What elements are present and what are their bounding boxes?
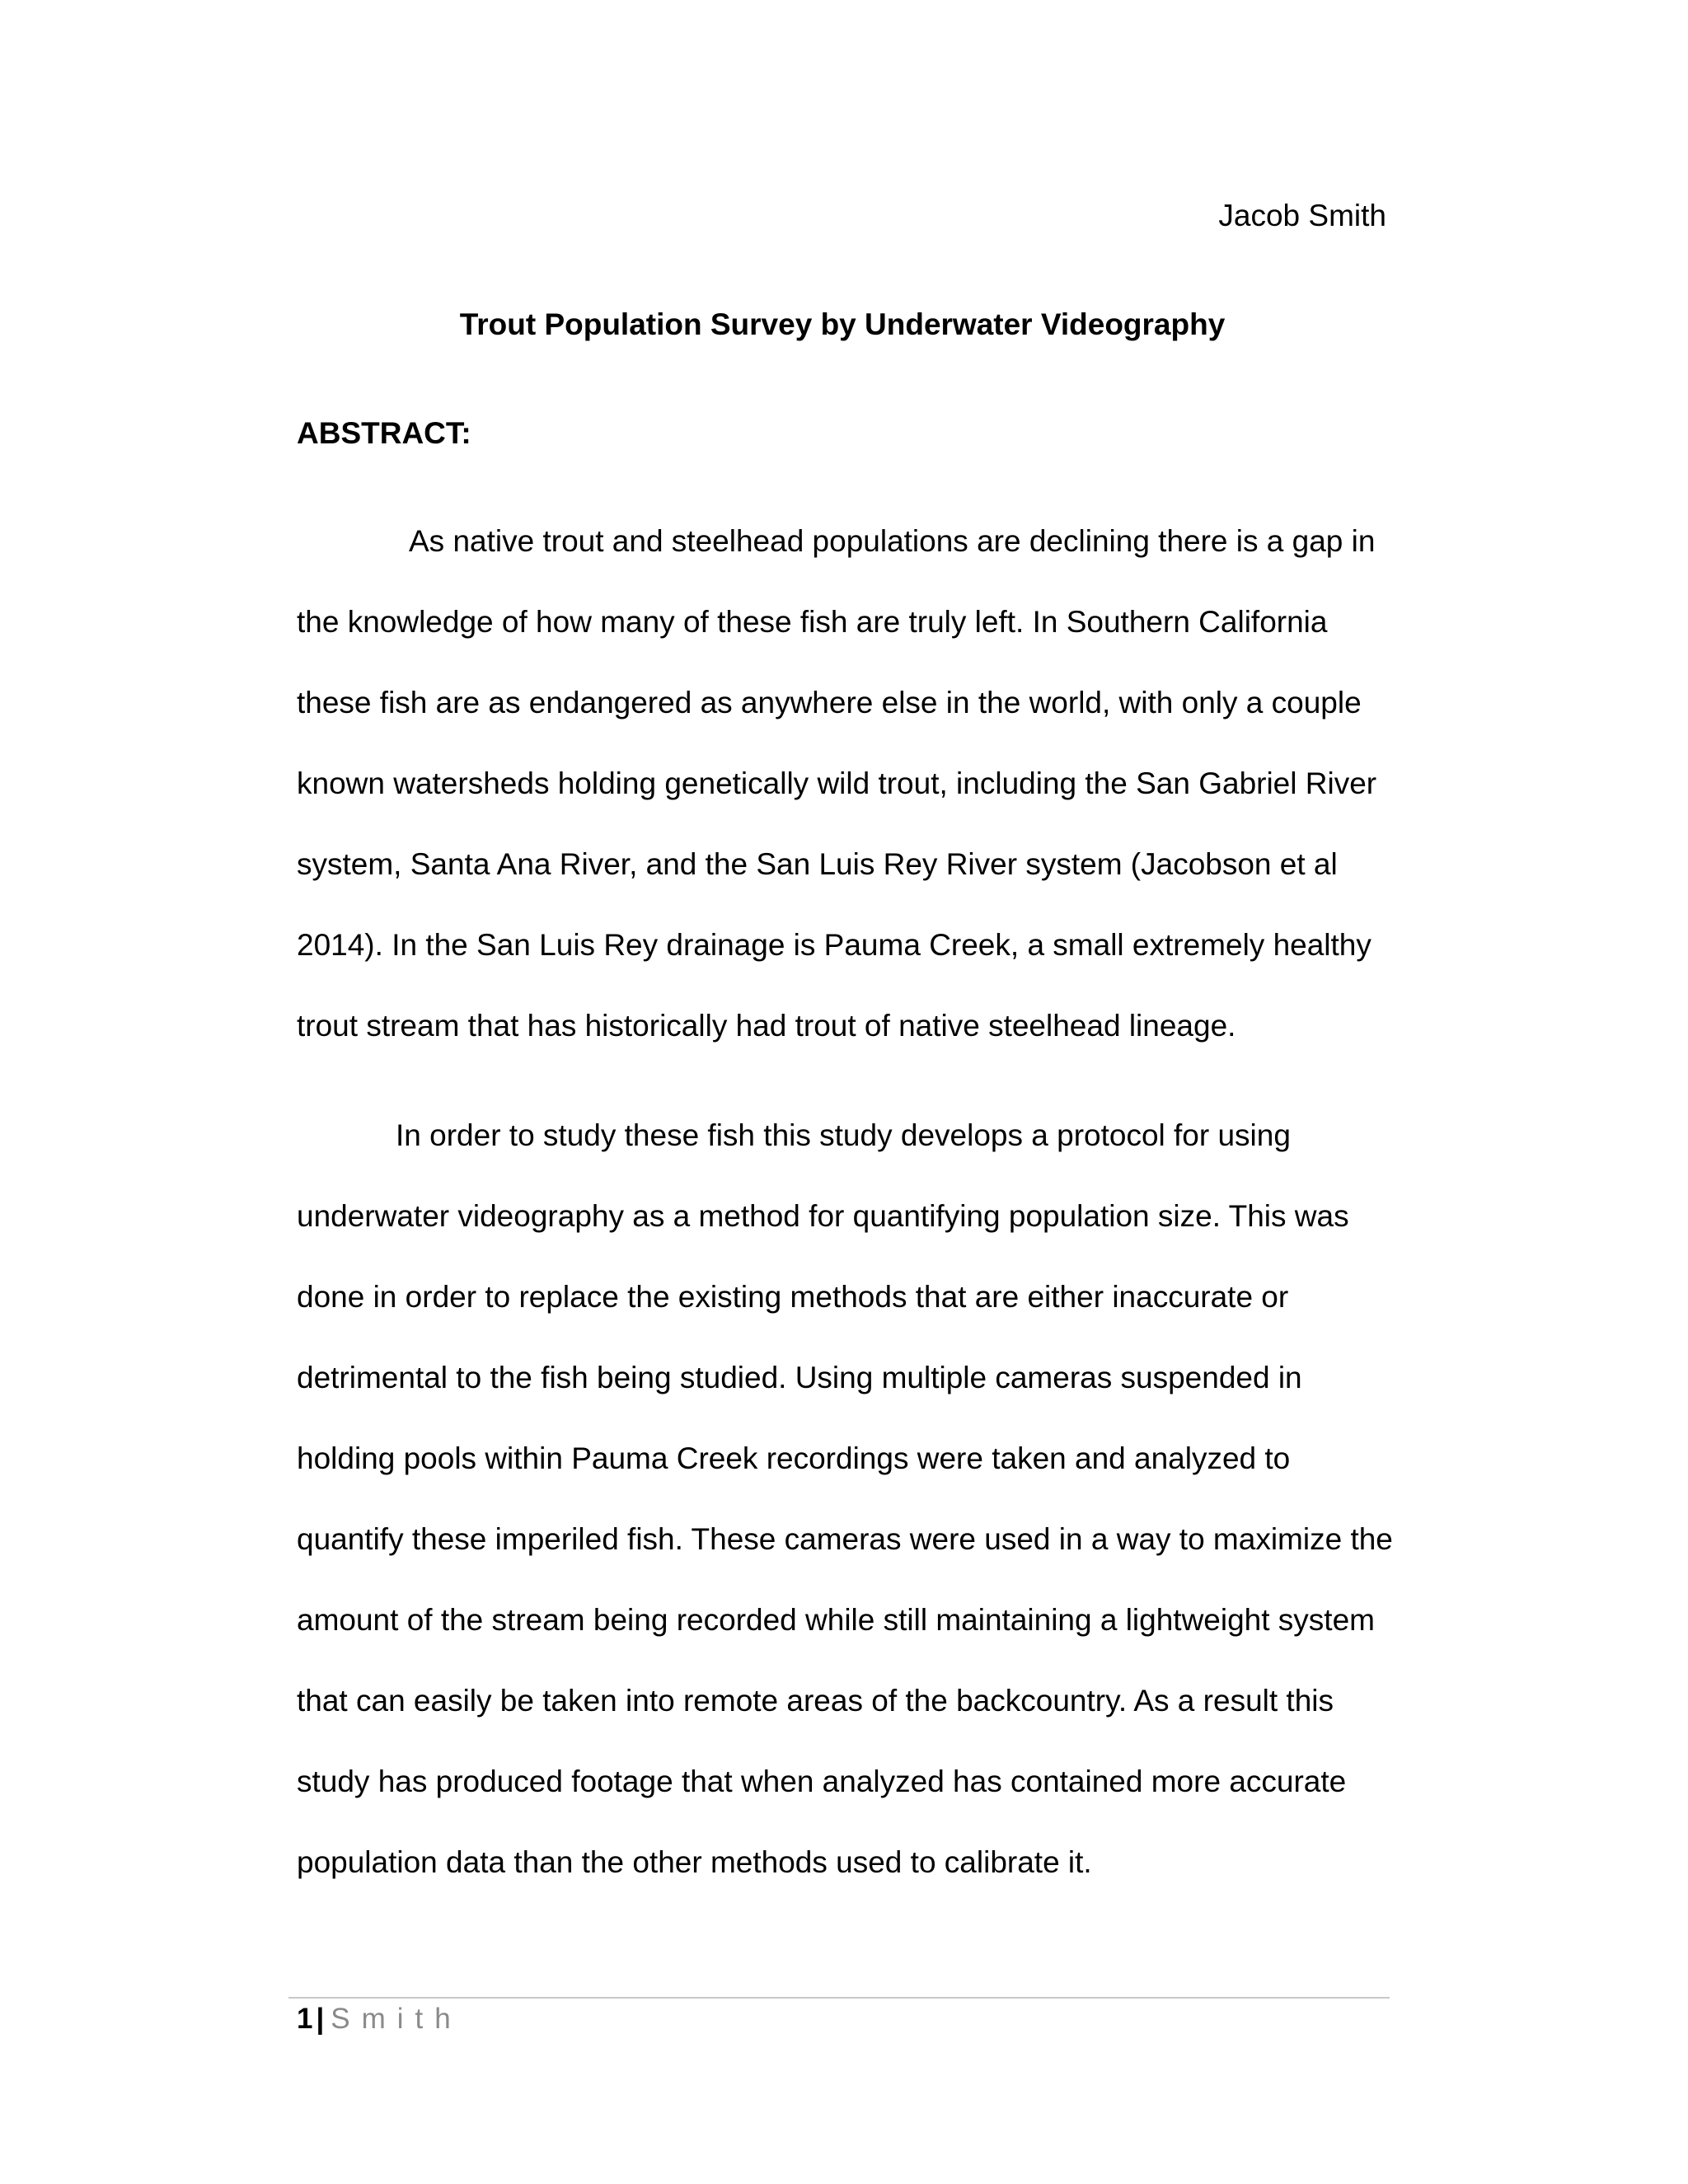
page-footer [297,2001,462,2037]
document-title: Trout Population Survey by Underwater Videography [459,307,1226,341]
section-heading: ABSTRACT: [297,416,471,450]
abstract-paragraph-2: In order to study these fish this study develops a protocol for using underwater videography as a method for quantifying population size. This was done in order to replace the existing methods that are either inaccurate or detrimental to the fish being studied. Using multiple cameras suspended in holding pools within Pauma Creek recordings were taken and analyzed to quantify these imperiled fish. These cameras were used in a way to maximize the amount of the stream being recorded while still maintaining a lightweight system that can easily be taken into remote areas of the backcountry. As a result this study has produced footage that when analyzed has contained more accurate population data than the other methods used to calibrate it. [297,1118,1393,1879]
author-name: Jacob Smith [1218,199,1386,232]
abstract-paragraph-1: As native trout and steelhead populations are declining there is a gap in the knowledge of how many of these fish are truly left. In Southern California these fish are as endangered as anywhere else in the world, with only a couple known watersheds holding genetically wild trout, including the San Gabriel River system, Santa Ana River, and the San Luis Rey River system (Jacobson et al 2014). In the San Luis Rey drainage is Pauma Creek, a small extremely healthy trout stream that has historically had trout of native steelhead lineage. [297,524,1377,1043]
footer-divider [288,1997,1390,1999]
running-head: Smith [331,2003,462,2035]
page-number: 1 [297,2003,313,2035]
footer-separator: | [316,2003,325,2035]
